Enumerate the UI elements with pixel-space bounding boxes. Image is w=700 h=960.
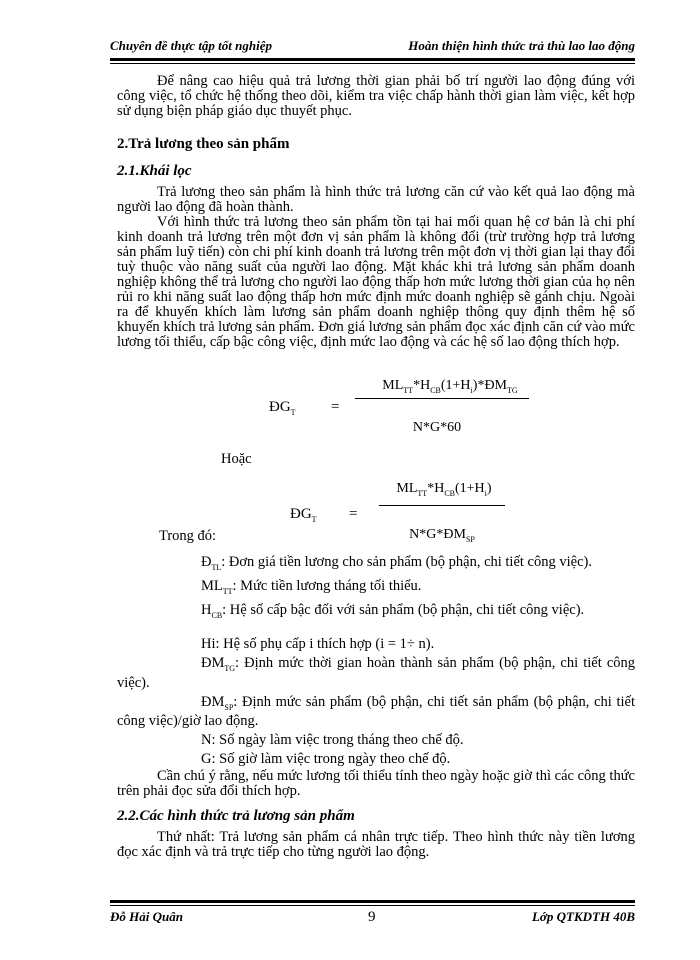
page-content	[117, 74, 635, 860]
header-left-title: Chuyên đề thực tập tốt nghiệp	[110, 38, 272, 53]
footer-class: Lớp QTKDTH 40B	[531, 909, 635, 924]
paragraph-1: Trả lương theo sản phẩm là hình thức trả lương căn cứ vào kết quả lao động mà người lao động đã hoàn thành.	[117, 184, 635, 215]
formula-1-numerator: $ML_{TT}*H_{CB}(1+H_i)*ĐM_{TG}$	[382, 378, 518, 395]
where-label: Trong đó:	[159, 528, 217, 544]
paragraph-2: Với hình thức trả lương theo sản phẩm tồn tại hai mối quan hệ cơ bản là chi phí kinh doanh trả lương trên một đơn vị sản phẩm là không đổi (trừ trường hợp trả lương sản phẩm luỹ tiến) còn chi phí kinh doanh trả lương trên một đơn vị thời gian lại thay đổi tuỳ thuộc vào năng suất của người lao động. Mặt khác khi trả lương sản phẩm doanh nghiệp không thể trả lương cho người lao động thấp hơn mức lương thời gian của họ nên rủi ro khi năng suất lao động thấp hơn mức định mức doanh nghiệp sẽ gánh chịu. Ngoài ra để khuyến khích làm lương sản phẩm doanh nghiệp thông quy định thêm hệ số khuyến khích trả lương sản phẩm. Đơn giá lương sản phẩm đọc xác định căn cứ vào mức lương tối thiểu, cấp bậc công việc, định mức lao động và các hệ số lao động thích hợp.	[117, 214, 635, 350]
formula-2-lhs: $ĐG_T$	[290, 506, 317, 524]
header-rule-thin	[110, 63, 635, 64]
or-label: Hoặc	[221, 451, 252, 467]
header-rule-thick	[110, 58, 635, 61]
formula-2-equals: =	[349, 506, 358, 522]
footer-author: Đỗ Hải Quân	[110, 909, 183, 924]
section-2-2-heading: 2.2.Các hình thức trả lương sản phẩm	[117, 808, 355, 825]
definition-n: N: Số ngày làm việc trong tháng theo chế độ.	[201, 732, 464, 749]
definition-hi: Hi: Hệ số phụ cấp i thích hợp (i = 1÷ n).	[201, 635, 435, 652]
definition-hcb: $H_{CB}$: Hệ số cấp bậc đối với sản phẩm (bộ phận, chi tiết công việc).	[201, 601, 585, 620]
intro-paragraph: Để nâng cao hiệu quả trả lương thời gian phải bố trí người lao động đúng với công việc, tổ chức hệ thống theo dõi, kiểm tra việc chấp hành thời gian làm việc, kết hợp sử dụng biện pháp giáo dục thuyết phục.	[117, 73, 635, 119]
formula-2-fraction-bar	[379, 505, 505, 506]
formula-1-equals: =	[331, 399, 340, 415]
definition-dmsp: $ĐM_{SP}$: Định mức sản phẩm (bộ phận, chi tiết sản phẩm (bộ phận, chi tiết công việc)/giờ lao động.	[117, 693, 635, 730]
section-2-1-heading: 2.1.Khái lọc	[117, 163, 192, 179]
note-paragraph: Cần chú ý rằng, nếu mức lương tối thiểu tính theo ngày hoặc giờ thì các công thức trên phải đọc sửa đổi thích hợp.	[117, 768, 635, 800]
formula-2-denominator: $N*G*ĐM_{SP}$	[409, 527, 475, 544]
formula-1-fraction-bar	[355, 398, 529, 399]
page-header	[110, 38, 635, 54]
paragraph-last: Thứ nhất: Trả lương sản phẩm cá nhân trực tiếp. Theo hình thức này tiền lương đọc xác định và trả trực tiếp cho từng người lao động.	[117, 829, 635, 861]
footer-rule-thick	[110, 900, 635, 903]
header-right-title: Hoàn thiện hình thức trả thù lao lao động	[408, 38, 635, 53]
formula-1	[117, 366, 635, 452]
formula-2-numerator: $ML_{TT}*H_{CB}(1+H_i)$	[396, 481, 492, 498]
formula-1-denominator: N*G*60	[412, 420, 462, 435]
definition-dtl: $Đ_{TL}$: Đơn giá tiền lương cho sản phẩm (bộ phận, chi tiết công việc).	[201, 554, 592, 572]
section-2-heading: 2.Trả lương theo sản phẩm	[117, 136, 290, 152]
formula-2	[117, 475, 635, 555]
definition-dmtg: $ĐM_{TG}$: Định mức thời gian hoàn thành sản phẩm (bộ phận, chi tiết công việc).	[117, 654, 635, 691]
definition-mltt: $ML_{TT}$: Mức tiền lương tháng tối thiểu.	[201, 577, 422, 596]
footer-rule-thin	[110, 905, 635, 906]
formula-1-lhs: $ĐG_T$	[269, 399, 296, 417]
definition-g: G: Số giờ làm việc trong ngày theo chế độ.	[201, 751, 451, 768]
page-number: 9	[368, 909, 376, 925]
